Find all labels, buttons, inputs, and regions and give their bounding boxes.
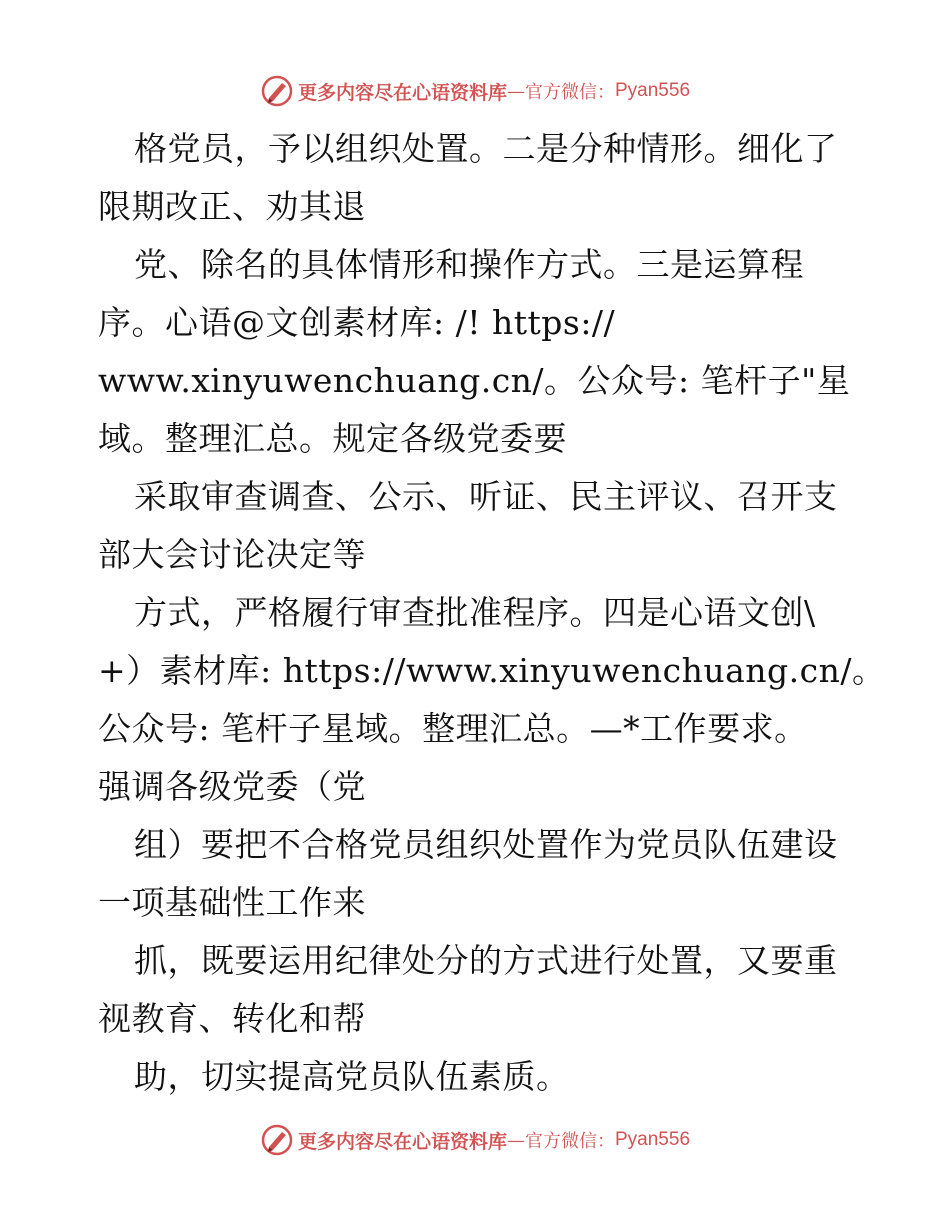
text-line: 域。整理汇总。规定各级党委要 (98, 419, 567, 458)
text-line: 组）要把不合格党员组织处置作为党员队伍建设 (134, 825, 838, 864)
watermark-wechat-id: Pyan556 (615, 1129, 691, 1150)
text-line: 方式，严格履行审查批准程序。四是心语文创\ (134, 593, 816, 632)
text-line: 采取审查调查、公示、听证、民主评议、召开支 (134, 477, 838, 516)
text-line: 助，切实提高党员队伍素质。 (134, 1057, 570, 1096)
text-line: 序。心语@文创素材库: /! https:// (98, 303, 616, 342)
watermark-main-text: 更多内容尽在心语资料库 (297, 1130, 507, 1153)
red-circle-pen-logo-icon (260, 1123, 294, 1157)
text-line: 抓，既要运用纪律处分的方式进行处置，又要重 (134, 941, 838, 980)
red-circle-pen-logo-icon (260, 74, 294, 108)
watermark-main-text: 更多内容尽在心语资料库 (297, 81, 507, 104)
watermark-sub-text: 官方微信： (525, 82, 615, 103)
text-line: 公众号: 笔杆子星域。整理汇总。—*工作要求。 (98, 709, 808, 748)
footer-watermark (0, 1120, 950, 1160)
watermark-sub-text: 官方微信： (525, 1131, 615, 1152)
text-line: 强调各级党委（党 (98, 767, 366, 806)
watermark-wechat-id: Pyan556 (615, 80, 691, 101)
watermark-separator: — (507, 80, 525, 102)
text-line: 限期改正、劝其退 (98, 187, 366, 226)
header-watermark (0, 71, 950, 111)
text-line: 部大会讨论决定等 (98, 535, 366, 574)
text-line: 党、除名的具体情形和操作方式。三是运算程 (134, 245, 804, 284)
text-line: 格党员，予以组织处置。二是分种情形。细化了 (134, 129, 838, 168)
text-line: 一项基础性工作来 (98, 883, 366, 922)
watermark-separator: — (507, 1129, 525, 1151)
text-line: +）素材库: https://www.xinyuwenchuang.cn/。 (98, 651, 886, 690)
text-line: www.xinyuwenchuang.cn/。公众号: 笔杆子"星 (98, 361, 851, 400)
document-body (98, 120, 886, 1106)
text-line: 视教育、转化和帮 (98, 999, 366, 1038)
